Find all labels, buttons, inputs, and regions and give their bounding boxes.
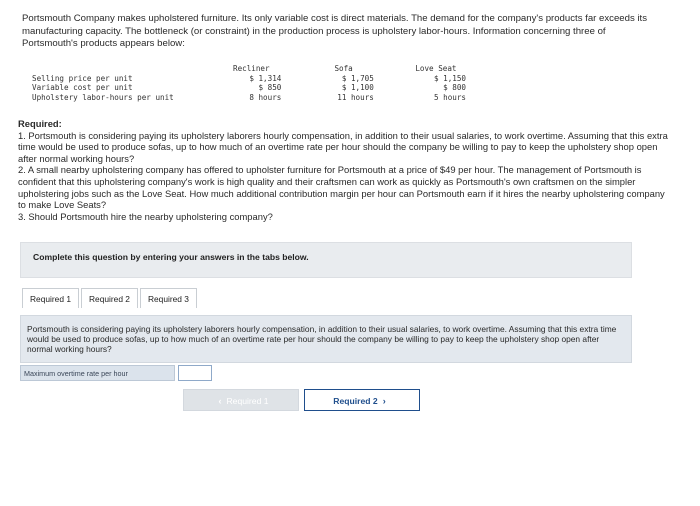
- table-corner-cell: [32, 64, 205, 74]
- next-button-label: Required 2: [333, 396, 378, 406]
- required-item-3: 3. Should Portsmouth hire the nearby upholstering company?: [18, 210, 273, 222]
- required-item-2: 2. A small nearby upholstering company has offered to upholster furniture for Portsmouth at a price of $49 per hour. The management of Portsmouth is confident that this upholstering company's work is high quality and their craftsmen can work as quickly as Portsmouth's own craftsmen on the simpler upholstering jobs such as the Love Seat. How much additional contribution margin per hour can Portsmouth earn if it hires the nearby upholstering company to make Love Seats?: [18, 164, 665, 211]
- table-cell: 11 hours: [337, 92, 374, 102]
- row-label: Selling price per unit: [32, 73, 133, 83]
- row-label: Upholstery labor-hours per unit: [32, 92, 174, 102]
- table-cell: $ 1,150: [433, 73, 466, 83]
- chevron-left-icon: ‹: [218, 396, 222, 406]
- row-label: Variable cost per unit: [32, 83, 133, 93]
- product-data-table: [32, 64, 482, 102]
- table-cell: $ 800: [443, 83, 466, 93]
- overtime-rate-input[interactable]: [178, 365, 212, 381]
- previous-button-label: Required 1: [226, 396, 269, 406]
- required-item-1: 1. Portsmouth is considering paying its upholstery laborers hourly compensation, in addition to their usual salaries, to work overtime. Assuming that this extra time would be used to produce sofas, up to how much of an overtime rate per hour should the company be willing to pay to keep the upholstery shop open after normal working hours?: [18, 129, 668, 164]
- column-header-love-seat: Love Seat: [415, 64, 457, 73]
- column-header-recliner: Recliner: [233, 64, 270, 73]
- table-cell: 5 hours: [433, 92, 466, 102]
- tab-required-1[interactable]: Required 1: [22, 288, 79, 308]
- table-cell: $ 850: [258, 83, 282, 93]
- next-button[interactable]: [304, 389, 420, 411]
- table-header-row: [32, 64, 482, 74]
- answer-tabs: [22, 288, 199, 308]
- required-section: [18, 118, 668, 222]
- problem-intro: Portsmouth Company makes upholstered furniture. Its only variable cost is direct materials. The demand for the company's products far exceeds its manufacturing capacity. The bottleneck (or constraint) in the production process is upholstery labor-hours. Information concerning three of Portsmouth's products appears below:: [22, 13, 648, 49]
- table-row: [32, 74, 482, 84]
- column-header-sofa: Sofa: [334, 64, 353, 73]
- tab-required-2[interactable]: Required 2: [81, 288, 138, 308]
- table-cell: 8 hours: [249, 92, 282, 102]
- table-row: [32, 83, 482, 93]
- instruction-text: Complete this question by entering your answers in the tabs below.: [33, 252, 309, 262]
- question-panel: [20, 315, 632, 363]
- table-cell: $ 1,100: [341, 83, 374, 93]
- question-text: Portsmouth is considering paying its upholstery laborers hourly compensation, in addition to their usual salaries, to work overtime. Assuming that this extra time would be used to produce sofas, up to how much of an overtime rate per hour should the company be willing to pay to keep the upholstery shop open after normal working hours?: [27, 324, 617, 355]
- table-cell: $ 1,314: [249, 73, 282, 83]
- previous-button[interactable]: [183, 389, 299, 411]
- table-row: [32, 93, 482, 103]
- instruction-banner: [20, 242, 632, 278]
- chevron-right-icon: ›: [382, 396, 386, 406]
- tab-required-3[interactable]: Required 3: [140, 288, 197, 308]
- answer-label: Maximum overtime rate per hour: [20, 365, 175, 381]
- required-heading: Required:: [18, 118, 62, 129]
- table-cell: $ 1,705: [341, 73, 374, 83]
